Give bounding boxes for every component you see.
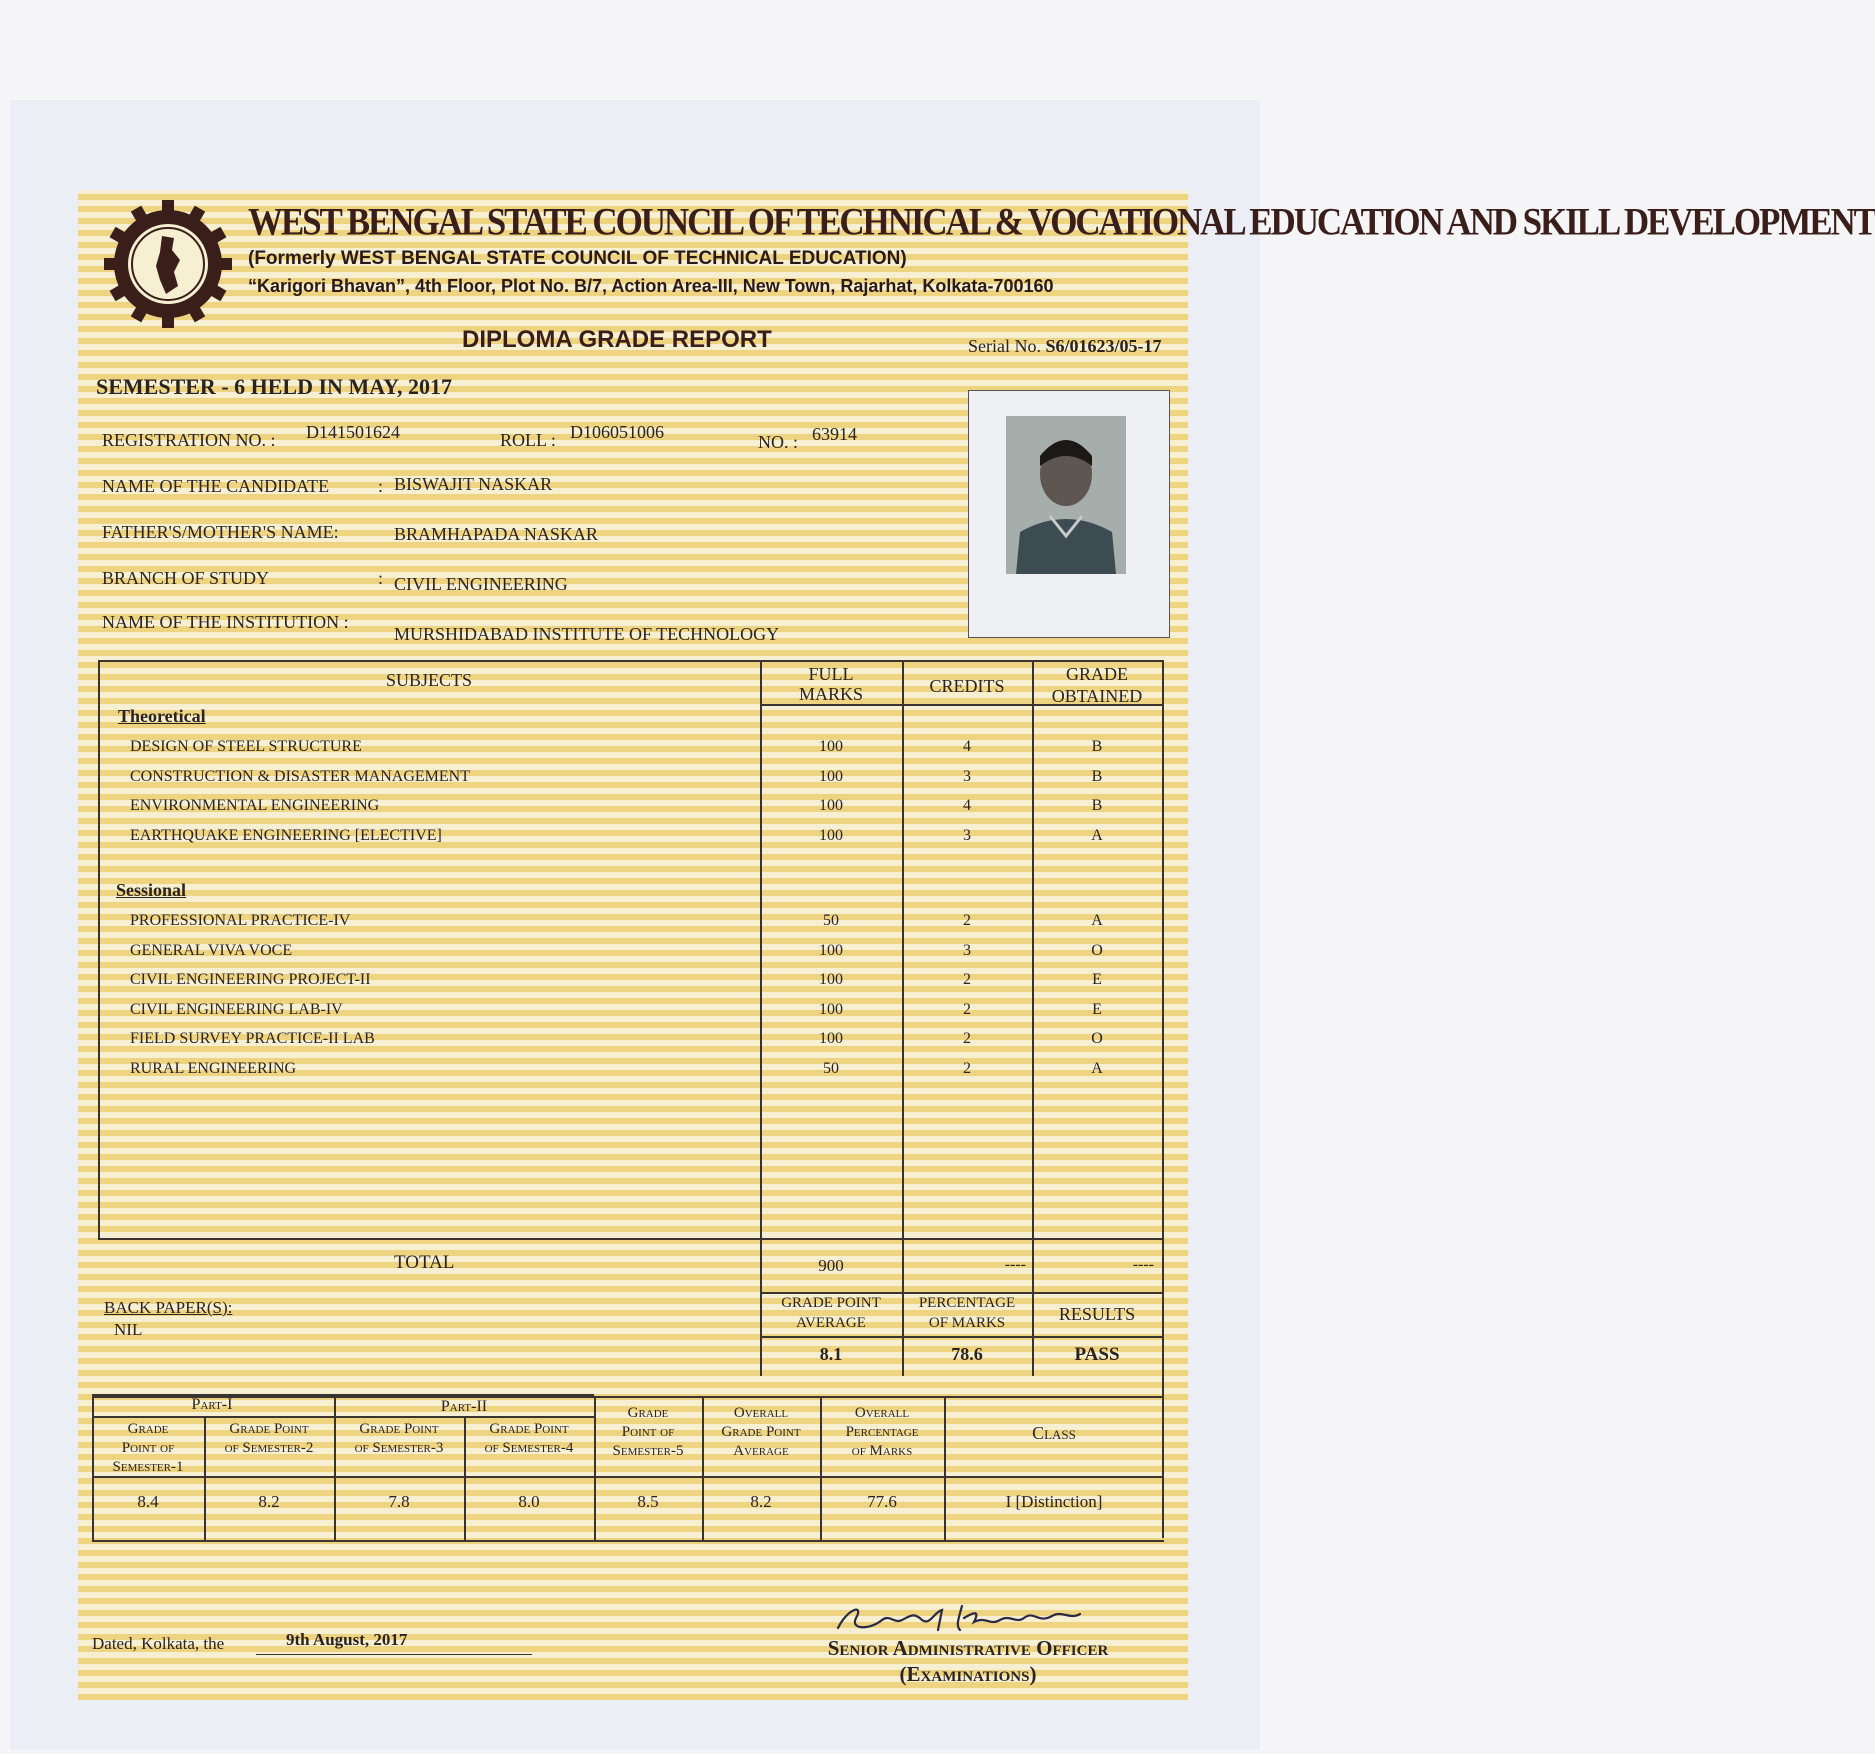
subject-full-marks: 100 (819, 971, 843, 988)
branch-separator: : (378, 568, 384, 588)
subject-full-marks: 100 (819, 767, 843, 785)
summary-value-1: 8.4 (137, 1492, 159, 1511)
summary-header-2-line1: Grade Point (229, 1421, 309, 1437)
table-top-border (98, 660, 1164, 662)
summary-header-1-line2: Point of (121, 1440, 175, 1456)
summary-header-6-line1: Overall (733, 1405, 789, 1421)
roll-value: D106051006 (570, 422, 664, 442)
institution-value: MURSHIDABAD INSTITUTE OF TECHNOLOGY (394, 624, 780, 644)
total-grade: ---- (1132, 1256, 1154, 1273)
summary-header-5-line1: Grade (627, 1405, 669, 1421)
full-marks-header-line2: MARKS (798, 684, 864, 704)
subject-full-marks: 100 (819, 1000, 843, 1018)
back-paper-value: NIL (114, 1320, 143, 1339)
subject-name: EARTHQUAKE ENGINEERING [ELECTIVE] (130, 826, 442, 844)
sessional-section-title: Sessional (116, 880, 187, 900)
summary-bottom-border (92, 1540, 1164, 1542)
results-header-divider (760, 1336, 1164, 1338)
total-label: TOTAL (394, 1252, 455, 1273)
dated-label: Dated, Kolkata, the (92, 1634, 225, 1653)
theoretical-section-title: Theoretical (118, 706, 206, 726)
subject-grade: A (1091, 1059, 1103, 1077)
subject-credits: 3 (963, 826, 971, 844)
summary-column-divider (334, 1396, 336, 1542)
no-label: NO. : (758, 432, 798, 452)
subject-grade: B (1091, 797, 1103, 814)
summary-value-6: 8.2 (750, 1492, 772, 1511)
subject-full-marks: 50 (823, 1059, 839, 1077)
summary-value-divider (92, 1476, 1164, 1478)
percentage-value: 78.6 (951, 1344, 983, 1364)
grade-header-line1: GRADE (1066, 664, 1128, 684)
subject-full-marks: 100 (819, 941, 843, 959)
signatory-title: Senior Administrative Officer (827, 1636, 1109, 1660)
subject-grade: E (1092, 971, 1102, 988)
total-credits: ---- (1004, 1256, 1026, 1273)
registration-label: REGISTRATION NO. : (102, 430, 276, 450)
subject-credits: 3 (963, 941, 971, 959)
council-address: “Karigori Bhavan”, 4th Floor, Plot No. B/7, Action Area-III, New Town, Rajarhat, Kolkata-700160 (248, 276, 1054, 296)
summary-header-8-line1: Class (1032, 1423, 1076, 1443)
total-marks: 900 (818, 1256, 844, 1275)
subject-full-marks: 50 (823, 912, 839, 929)
summary-header-7-line3: of Marks (851, 1443, 913, 1459)
summary-header-1-line3: Semester-1 (112, 1459, 184, 1475)
gpa-value: 8.1 (819, 1344, 843, 1364)
serial-value: S6/01623/05-17 (1045, 336, 1162, 356)
branch-value: CIVIL ENGINEERING (394, 574, 568, 594)
institution-label: NAME OF THE INSTITUTION : (102, 612, 349, 632)
council-name: WEST BENGAL STATE COUNCIL OF TECHNICAL & VOCATIONAL EDUCATION AND SKILL DEVELOPMENT (248, 200, 1875, 244)
semester-heading: SEMESTER - 6 HELD IN MAY, 2017 (96, 374, 452, 399)
subject-name: CIVIL ENGINEERING PROJECT-II (130, 971, 371, 988)
gpa-label-line1: GRADE POINT (781, 1295, 881, 1311)
subject-credits: 4 (963, 738, 971, 755)
part-one-label: Part-I (191, 1396, 233, 1413)
subject-grade: A (1091, 826, 1103, 844)
subject-name: ENVIRONMENTAL ENGINEERING (130, 797, 380, 814)
subject-name: CIVIL ENGINEERING LAB-IV (130, 1000, 343, 1018)
back-paper-label: BACK PAPER(S): (104, 1298, 233, 1317)
summary-column-divider (944, 1396, 946, 1542)
candidate-name-separator: : (378, 476, 384, 496)
council-emblem-icon (104, 200, 232, 328)
subject-grade: O (1091, 941, 1103, 959)
officer-signature (830, 1590, 1090, 1638)
candidate-name-value: BISWAJIT NASKAR (394, 474, 553, 494)
gpa-label-line2: AVERAGE (796, 1315, 866, 1331)
summary-value-3: 7.8 (388, 1492, 410, 1511)
dated-value: 9th August, 2017 (286, 1630, 408, 1649)
grade-header-line2: OBTAINED (1051, 686, 1143, 706)
subject-credits: 2 (963, 1000, 971, 1018)
subject-credits: 2 (963, 1030, 971, 1047)
results-value: PASS (1074, 1344, 1120, 1365)
subject-grade: B (1091, 738, 1103, 755)
results-label: RESULTS (1058, 1304, 1136, 1324)
branch-label: BRANCH OF STUDY (102, 568, 270, 588)
summary-header-7-line2: Percentage (845, 1424, 919, 1440)
subject-name: RURAL ENGINEERING (130, 1059, 297, 1077)
credits-header: CREDITS (929, 676, 1005, 696)
serial-label: Serial No. (968, 336, 1041, 356)
roll-label: ROLL : (500, 430, 556, 450)
subject-name: GENERAL VIVA VOCE (130, 941, 293, 959)
report-title: DIPLOMA GRADE REPORT (462, 326, 772, 353)
summary-header-7-line1: Overall (854, 1405, 910, 1421)
summary-header-1-line1: Grade (127, 1421, 169, 1437)
subject-full-marks: 100 (819, 797, 843, 814)
summary-header-3-line1: Grade Point (359, 1421, 439, 1437)
candidate-name-label: NAME OF THE CANDIDATE (102, 476, 330, 496)
subject-credits: 2 (963, 971, 971, 988)
table-left-border (98, 660, 100, 1240)
subject-full-marks: 100 (819, 738, 843, 755)
full-marks-header-line1: FULL (808, 664, 854, 684)
subject-name: PROFESSIONAL PRACTICE-IV (130, 912, 351, 929)
table-right-border (1162, 660, 1164, 1240)
subject-grade: E (1092, 1000, 1102, 1018)
no-value: 63914 (812, 424, 857, 444)
summary-header-6-line3: Average (733, 1443, 789, 1459)
subject-name: FIELD SURVEY PRACTICE-II LAB (130, 1030, 375, 1047)
summary-header-2-line2: of Semester-2 (224, 1440, 314, 1456)
summary-header-5-line2: Point of (621, 1424, 675, 1440)
subject-grade: O (1091, 1030, 1103, 1047)
summary-value-5: 8.5 (637, 1492, 659, 1511)
subject-grade: B (1091, 767, 1103, 785)
summary-part-divider (92, 1416, 594, 1418)
summary-header-5-line3: Semester-5 (612, 1443, 684, 1459)
subjects-header: SUBJECTS (385, 670, 473, 690)
former-name: (Formerly WEST BENGAL STATE COUNCIL OF TECHNICAL EDUCATION) (248, 248, 907, 269)
subject-grade: A (1091, 912, 1103, 929)
dated-underline (256, 1654, 532, 1655)
subject-credits: 4 (963, 797, 971, 814)
subject-name: DESIGN OF STEEL STRUCTURE (130, 738, 362, 755)
parent-name-label: FATHER'S/MOTHER'S NAME: (102, 522, 339, 542)
parent-name-value: BRAMHAPADA NASKAR (394, 524, 598, 544)
summary-value-4: 8.0 (518, 1492, 540, 1511)
candidate-photo (1006, 416, 1126, 574)
subject-credits: 3 (963, 767, 971, 785)
signatory-department: (Examinations) (899, 1662, 1037, 1686)
percentage-label-line1: PERCENTAGE (918, 1295, 1016, 1311)
subject-full-marks: 100 (819, 826, 843, 844)
serial-number (968, 336, 1162, 357)
subject-full-marks: 100 (819, 1030, 843, 1047)
summary-header-4-line2: of Semester-4 (484, 1440, 574, 1456)
summary-value-7: 77.6 (867, 1492, 897, 1511)
summary-header-6-line2: Grade Point (721, 1424, 801, 1440)
registration-value: D141501624 (306, 422, 400, 442)
subject-credits: 2 (963, 912, 971, 929)
total-row-top-border (98, 1238, 1164, 1240)
part-two-label: Part-II (440, 1398, 488, 1415)
percentage-label-line2: OF MARKS (928, 1315, 1006, 1331)
summary-value-2: 8.2 (258, 1492, 280, 1511)
summary-header-3-line2: of Semester-3 (354, 1440, 444, 1456)
summary-value-8: I [Distinction] (1005, 1492, 1103, 1511)
subject-credits: 2 (963, 1059, 971, 1077)
summary-header-4-line1: Grade Point (489, 1421, 569, 1437)
subject-name: CONSTRUCTION & DISASTER MANAGEMENT (130, 767, 471, 785)
